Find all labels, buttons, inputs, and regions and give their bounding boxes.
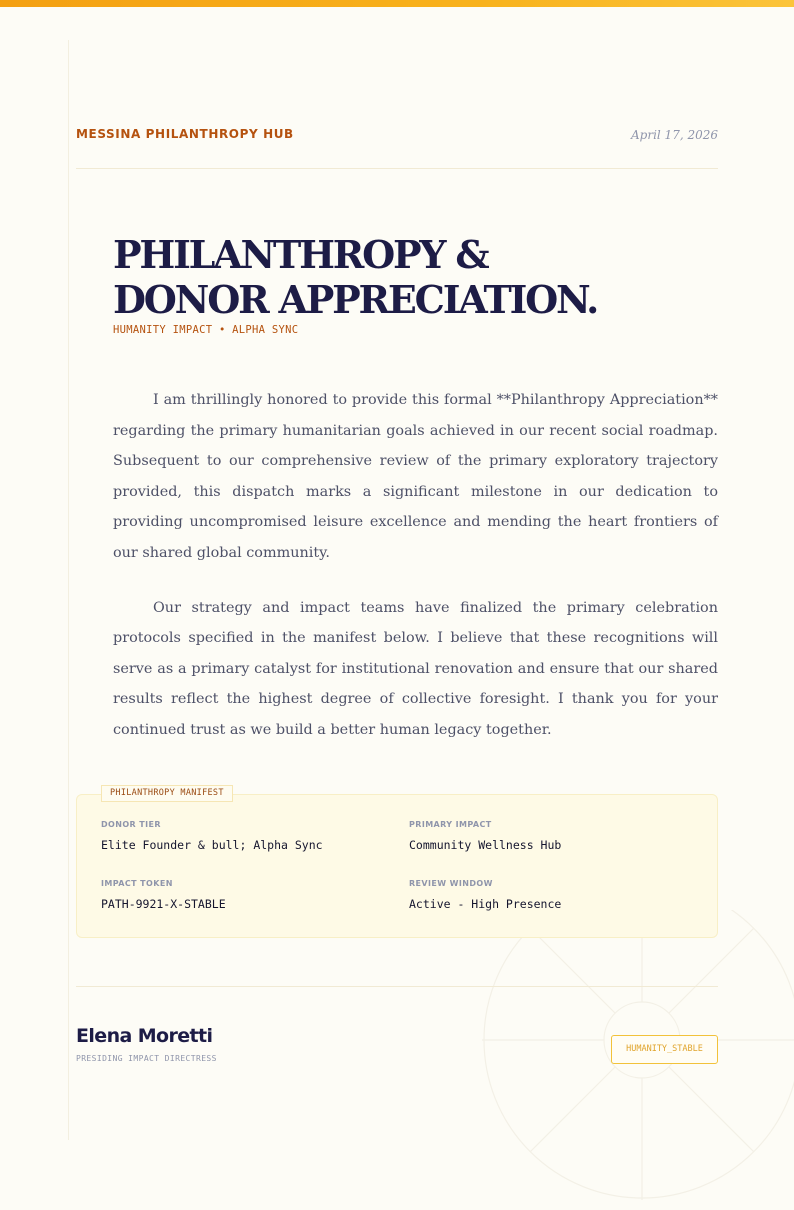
status-badge: HUMANITY_STABLE	[611, 1035, 718, 1064]
subtitle: HUMANITY IMPACT • ALPHA SYNC	[113, 324, 299, 336]
field-label: DONOR TIER	[101, 820, 161, 829]
body-paragraph-1: I am thrillingly honored to provide this formal **Philanthropy Appreciation** regarding the primary humanitarian goals achieved in our recent social roadmap. Subsequent to our comprehensive review of the primary exploratory trajectory provided, this dispatch marks a significant milestone in our dedication to providing uncompromised leisure excellence and mending the heart frontiers of our shared global community.	[113, 392, 718, 561]
manifest-field-impact-token	[101, 879, 226, 911]
manifest-field-review-window	[409, 879, 561, 911]
organization-name: MESSINA PHILANTHROPY HUB	[76, 127, 294, 141]
field-label: REVIEW WINDOW	[409, 879, 493, 888]
page-title	[113, 232, 733, 322]
manifest-field-donor-tier	[101, 820, 323, 852]
letter-date: April 17, 2026	[630, 128, 718, 142]
field-label: IMPACT TOKEN	[101, 879, 173, 888]
letter-body	[113, 385, 718, 770]
signer-role: PRESIDING IMPACT DIRECTRESS	[76, 1054, 217, 1063]
title-line-1: PHILANTHROPY &	[113, 232, 488, 277]
body-paragraph-2: Our strategy and impact teams have finalized the primary celebration protocols specified in the manifest below. I believe that these recognitions will serve as a primary catalyst for institutional renovation and ensure that our shared results reflect the highest degree of collective foresight. I thank you for your continued trust as we build a better human legacy together.	[113, 599, 718, 738]
manifest-tag: PHILANTHROPY MANIFEST	[101, 785, 233, 802]
field-value: PATH-9921-X-STABLE	[101, 897, 226, 911]
field-value: Active - High Presence	[409, 897, 562, 911]
footer-divider	[76, 986, 718, 987]
field-label: PRIMARY IMPACT	[409, 820, 492, 829]
manifest-panel	[76, 794, 718, 938]
letterhead	[76, 126, 718, 169]
field-value: Elite Founder & bull; Alpha Sync	[101, 838, 323, 852]
manifest-field-primary-impact	[409, 820, 561, 852]
title-line-2: DONOR APPRECIATION.	[113, 277, 598, 322]
top-accent-bar	[0, 0, 794, 7]
signer-name: Elena Moretti	[76, 1025, 213, 1047]
field-value: Community Wellness Hub	[409, 838, 562, 852]
margin-rule	[68, 40, 69, 1140]
